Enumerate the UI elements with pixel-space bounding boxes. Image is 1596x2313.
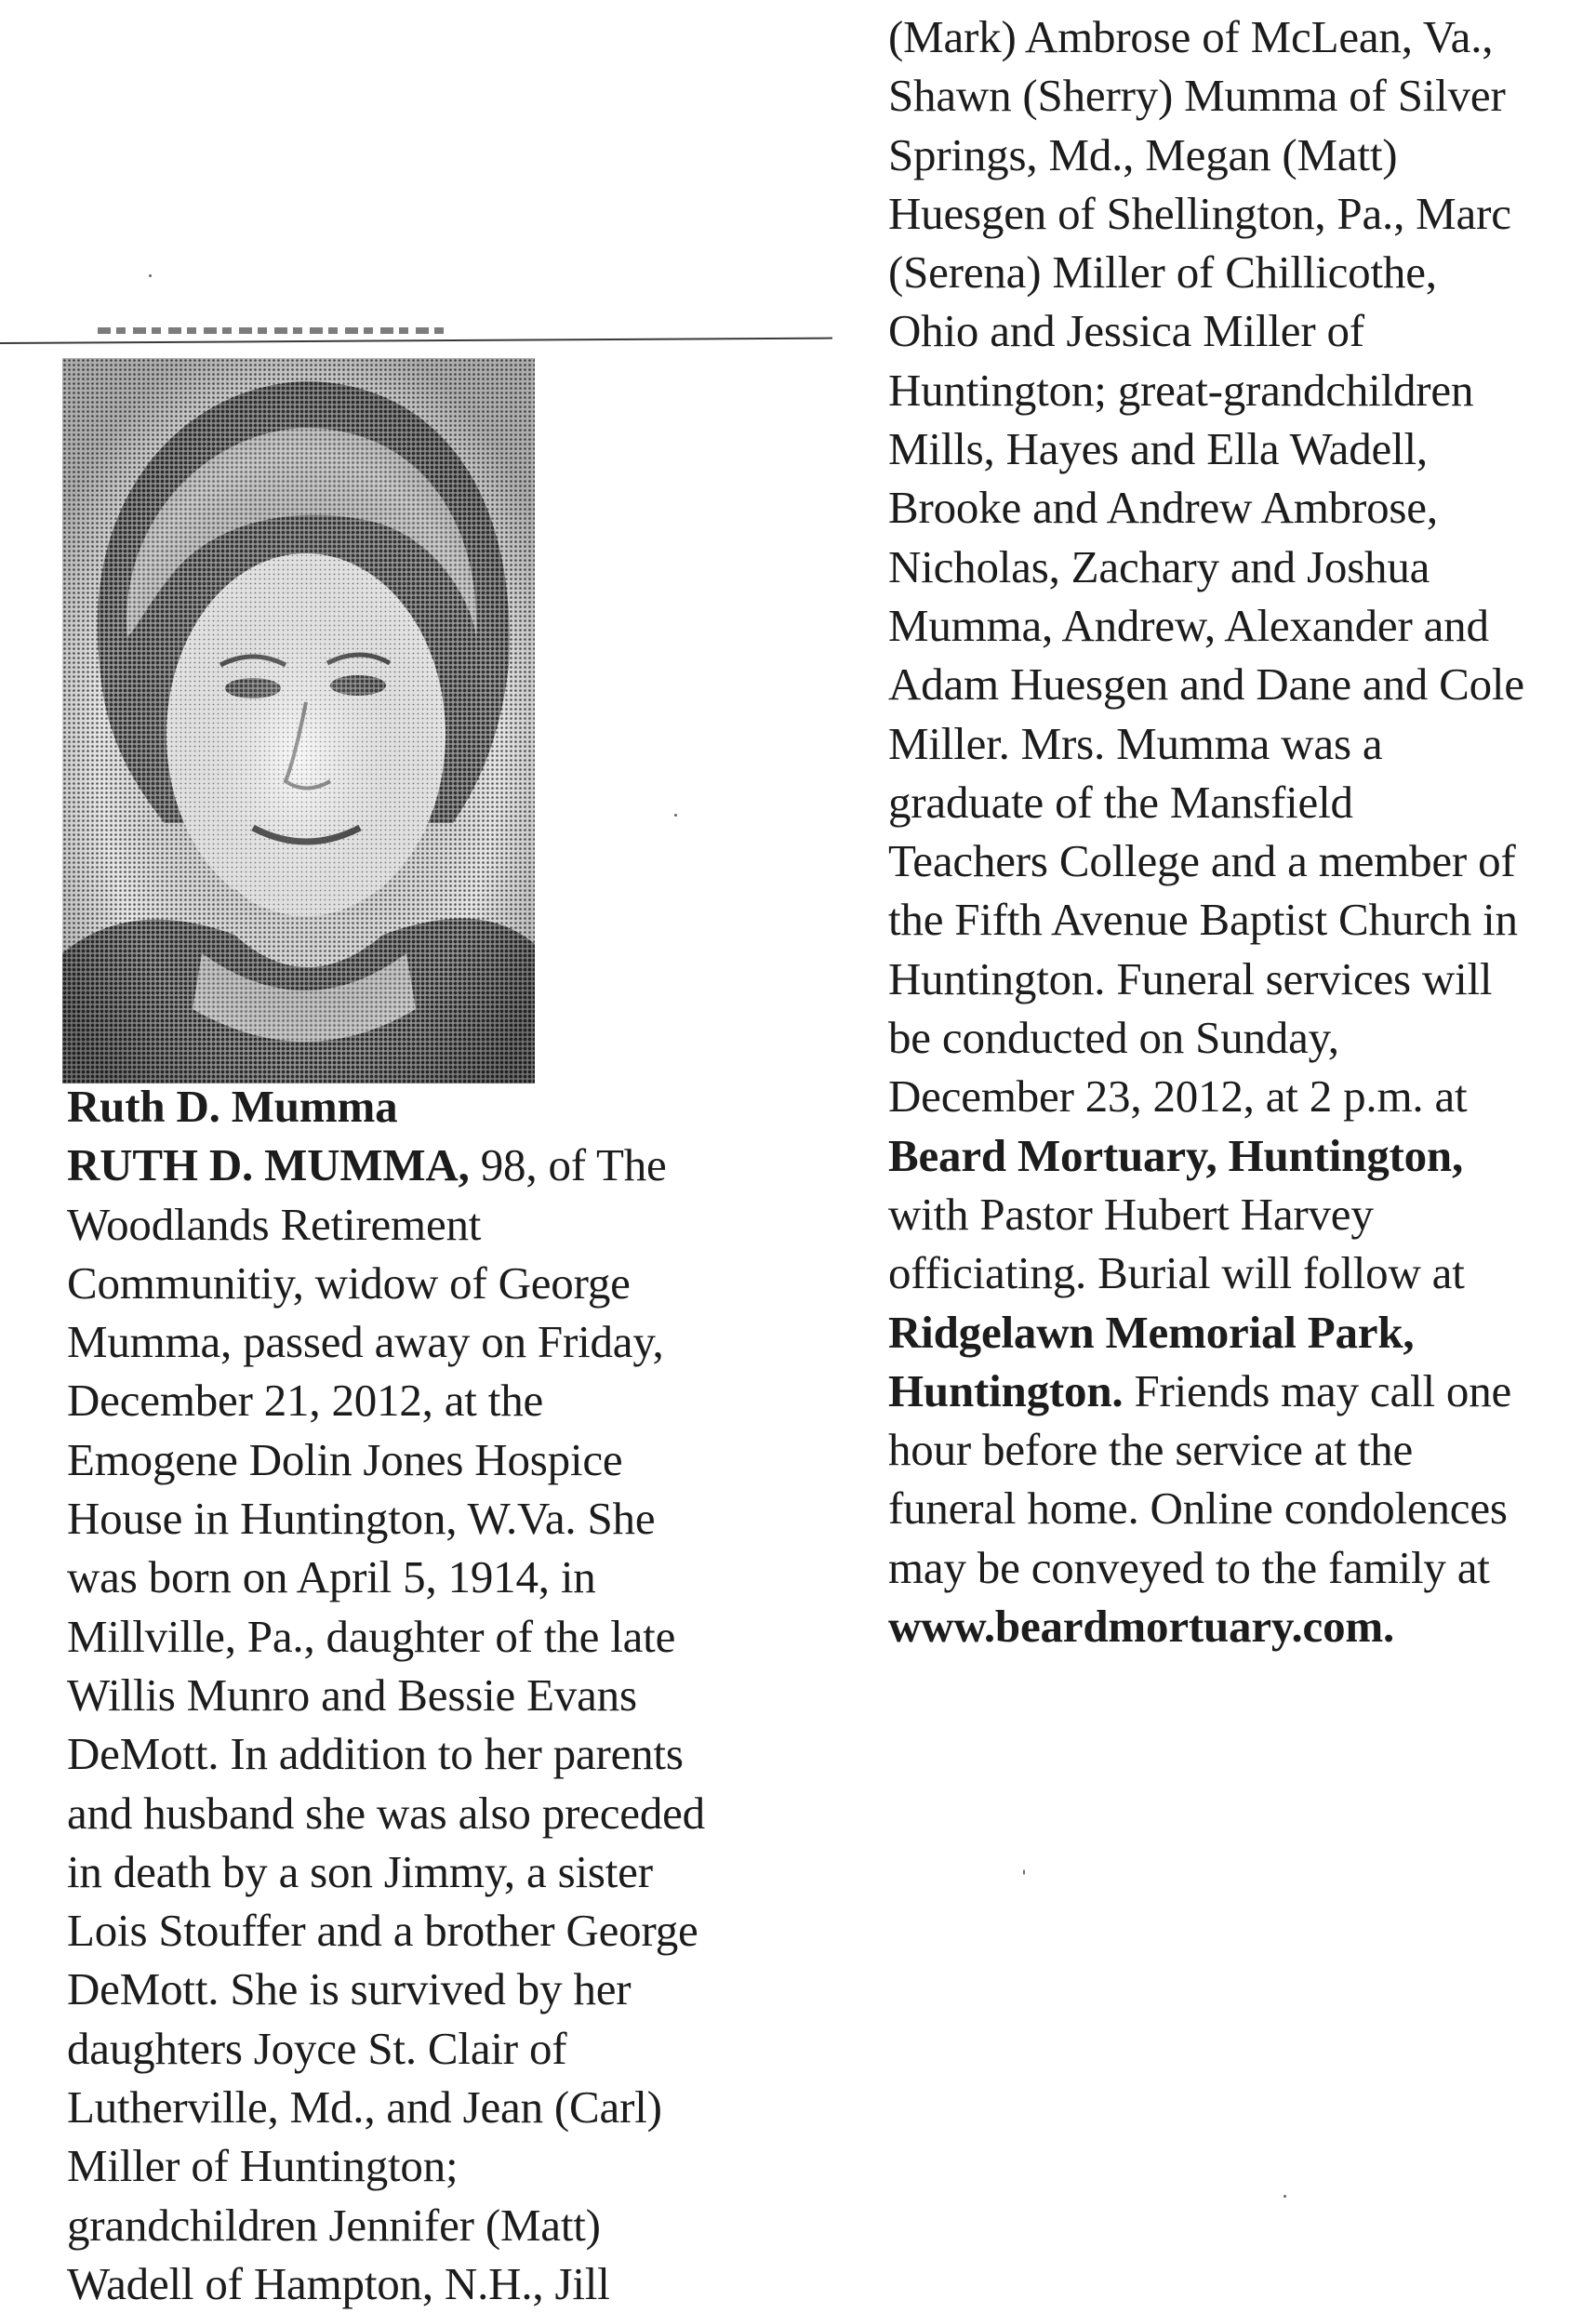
- text-line: Lois Stouffer and a brother George: [67, 1905, 698, 1957]
- scan-speck: [1023, 1869, 1025, 1875]
- scan-speck: [149, 274, 152, 277]
- text-line: Mumma, Andrew, Alexander and: [888, 599, 1489, 651]
- text-line: officiating. Burial will follow at: [888, 1247, 1465, 1299]
- text-line: Nicholas, Zachary and Joshua: [888, 540, 1430, 592]
- text-line: Millville, Pa., daughter of the late: [67, 1610, 676, 1662]
- text-line: Huesgen of Shellington, Pa., Marc: [888, 187, 1511, 239]
- text-line: DeMott. She is survived by her: [67, 1963, 632, 2015]
- text-line: Mills, Hayes and Ella Wadell,: [888, 423, 1428, 475]
- text-line: Miller. Mrs. Mumma was a: [888, 717, 1383, 769]
- obituary-right-column: [888, 7, 1524, 1655]
- burial-city-rest: Friends may call one: [1123, 1364, 1512, 1416]
- text-line: DeMott. In addition to her parents: [67, 1728, 684, 1780]
- obituary-first-line: [67, 1136, 705, 1194]
- text-line: December 23, 2012, at 2 p.m. at: [888, 1070, 1468, 1123]
- text-line: the Fifth Avenue Baptist Church in: [888, 894, 1518, 946]
- text-line: and husband she was also preceded: [67, 1787, 705, 1839]
- text-line: Wadell of Hampton, N.H., Jill: [67, 2257, 610, 2309]
- text-line: (Mark) Ambrose of McLean, Va.,: [888, 11, 1494, 62]
- text-line: be conducted on Sunday,: [888, 1012, 1339, 1064]
- mortuary-name: Beard Mortuary, Huntington,: [888, 1129, 1464, 1181]
- text-line: Emogene Dolin Jones Hospice: [67, 1433, 623, 1485]
- text-line: Brooke and Andrew Ambrose,: [888, 482, 1438, 534]
- text-line: Lutherville, Md., and Jean (Carl): [67, 2081, 662, 2134]
- burial-city: Huntington.: [888, 1364, 1124, 1416]
- text-line: daughters Joyce St. Clair of: [67, 2022, 567, 2074]
- text-line: Mumma, passed away on Friday,: [67, 1316, 664, 1368]
- deceased-name-bold: RUTH D. MUMMA,: [67, 1139, 470, 1191]
- text-line: Ohio and Jessica Miller of: [888, 305, 1364, 357]
- text-line: December 21, 2012, at the: [67, 1375, 544, 1427]
- text-line: (Serena) Miller of Chillicothe,: [888, 246, 1437, 299]
- portrait-photo: [62, 358, 535, 1083]
- text-line: Huntington. Funeral services will: [888, 952, 1493, 1004]
- text-line: Willis Munro and Bessie Evans: [67, 1668, 637, 1721]
- text-line: graduate of the Mansfield: [888, 776, 1353, 828]
- text-line: in death by a son Jimmy, a sister: [67, 1845, 653, 1897]
- text-line: Shawn (Sherry) Mumma of Silver: [888, 70, 1506, 122]
- burial-city-line: [888, 1362, 1524, 1420]
- text-line: Adam Huesgen and Dane and Cole: [888, 658, 1524, 711]
- text-line: Communitiy, widow of George: [67, 1256, 631, 1309]
- mortuary-website: www.beardmortuary.com.: [888, 1601, 1395, 1653]
- text-line: Miller of Huntington;: [67, 2140, 459, 2192]
- text-line: with Pastor Hubert Harvey: [888, 1188, 1374, 1240]
- text-line: Springs, Md., Megan (Matt): [888, 128, 1398, 180]
- text-line: Teachers College and a member of: [888, 835, 1516, 887]
- burial-park-name: Ridgelawn Memorial Park,: [888, 1306, 1415, 1358]
- text-line: was born on April 5, 1914, in: [67, 1551, 596, 1603]
- text-line: Huntington; great-grandchildren: [888, 364, 1474, 416]
- text-line: funeral home. Online condolences: [888, 1482, 1508, 1535]
- text-line: hour before the service at the: [888, 1424, 1414, 1476]
- obituary-headline: Ruth D. Mumma: [67, 1081, 398, 1132]
- text-line: grandchildren Jennifer (Matt): [67, 2199, 601, 2251]
- obituary-left-column: [67, 1077, 705, 2313]
- scan-speck: [674, 814, 677, 817]
- clipped-text-fragment: [98, 327, 451, 342]
- text-line: Woodlands Retirement: [67, 1198, 482, 1250]
- text-line: House in Huntington, W.Va. She: [67, 1493, 656, 1545]
- scan-speck: [1283, 2195, 1286, 2198]
- text-line: may be conveyed to the family at: [888, 1541, 1490, 1593]
- first-line-rest: 98, of The: [469, 1139, 667, 1191]
